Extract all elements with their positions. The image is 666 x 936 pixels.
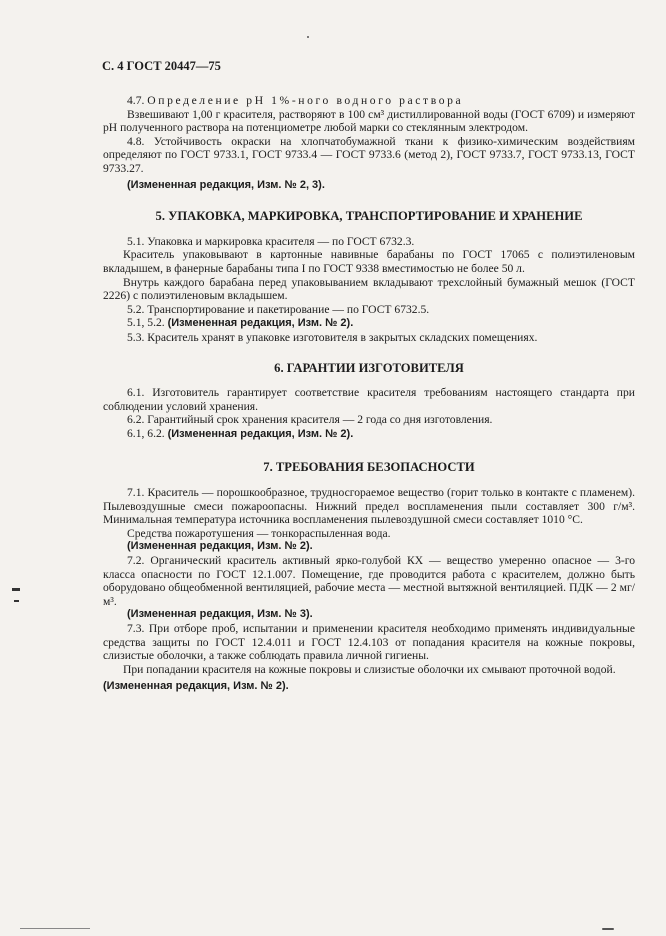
scan-speck bbox=[307, 36, 309, 38]
clause-5-1-bag: Внутрь каждого барабана перед упаковыванием вкладывают трехслойный бумажный мешок (ГОСТ 2226) с полиэтиленовым вкладышем. bbox=[103, 275, 635, 303]
amendment-note-7-2: (Измененная редакция, Изм. № 3). bbox=[127, 608, 313, 621]
clause-5-2: 5.2. Транспортирование и пакетирование — по ГОСТ 6732.5. bbox=[127, 302, 430, 316]
amendment-clauses: 5.1, 5.2. bbox=[127, 316, 165, 330]
scan-speck bbox=[602, 928, 614, 930]
amendment-note-7-1: (Измененная редакция, Изм. № 2). bbox=[127, 540, 313, 553]
amendment-text: (Измененная редакция, Изм. № 2). bbox=[167, 317, 354, 330]
section-7-title: 7. ТРЕБОВАНИЯ БЕЗОПАСНОСТИ bbox=[263, 460, 475, 475]
clause-7-1: 7.1. Краситель — порошкообразное, трудносгораемое вещество (горит только в контакте с пламенем). Пылевоздушные смеси пожароопасны. Нижний предел воспламенения пыли составляет 300 г/м³. Минимальная температура источника воспламенения пылевоздушной смеси составляет 1010 °С. bbox=[103, 486, 635, 527]
clause-title: Определение pH 1%-ного водного раствора bbox=[147, 94, 464, 107]
clause-6-2: 6.2. Гарантийный срок хранения красителя — 2 года со дня изготовления. bbox=[127, 413, 493, 427]
clause-5-1: 5.1. Упаковка и маркировка красителя — по ГОСТ 6732.3. bbox=[127, 234, 415, 248]
amendment-text: (Измененная редакция, Изм. № 2). bbox=[167, 427, 354, 440]
margin-mark bbox=[14, 600, 19, 602]
clause-4-8-text: 4.8. Устойчивость окраски на хлопчатобумажной ткани к физико-химическим воздействиям определяют по ГОСТ 9733.1, ГОСТ 9733.4 — ГОСТ 9733.6 (метод 2), ГОСТ 9733.7, ГОСТ 9733.13, ГОСТ 9733.27. bbox=[103, 134, 635, 175]
section-6-title: 6. ГАРАНТИИ ИЗГОТОВИТЕЛЯ bbox=[274, 360, 464, 375]
amendment-note-6 bbox=[103, 427, 635, 442]
section-5-title: 5. УПАКОВКА, МАРКИРОВКА, ТРАНСПОРТИРОВАНИЕ И ХРАНЕНИЕ bbox=[155, 209, 583, 224]
clause-number: 4.7. bbox=[127, 94, 145, 107]
clause-7-2: 7.2. Органический краситель активный ярко-голубой КХ — вещество умеренно опасное — 3-го класса опасности по ГОСТ 12.1.007. Помещение, где проводится работа с красителем, должно быть оборудовано общеобменной вентиляцией, рабочие места — местной вытяжной вентиляцией. ПДК — 2 мг/м³. bbox=[103, 554, 635, 608]
amendment-clauses: 6.1, 6.2. bbox=[127, 426, 165, 440]
document-body bbox=[103, 88, 635, 694]
clause-6-1: 6.1. Изготовитель гарантирует соответствие красителя требованиям настоящего стандарта при соблюдении условий хранения. bbox=[103, 386, 635, 413]
clause-4-7-heading bbox=[103, 94, 635, 108]
amendment-note-7-3: (Измененная редакция, Изм. № 2). bbox=[103, 680, 289, 693]
amendment-note: (Измененная редакция, Изм. № 2, 3). bbox=[127, 178, 325, 191]
amendment-note-5 bbox=[103, 316, 635, 331]
clause-4-7-text: Взвешивают 1,00 г красителя, растворяют в 100 см³ дистиллированной воды (ГОСТ 6709) и измеряют pH полученного раствора на потенциометре любой марки со стеклянным электродом. bbox=[103, 107, 635, 135]
clause-7-3-washing: При попадании красителя на кожные покровы и слизистые оболочки их смывают проточной водой. bbox=[123, 662, 616, 676]
clause-5-3: 5.3. Краситель хранят в упаковке изготовителя в закрытых складских помещениях. bbox=[127, 330, 538, 344]
clause-5-1-packaging: Краситель упаковывают в картонные навивные барабаны по ГОСТ 17065 с полиэтиленовым вкладышем, в фанерные барабаны типа I по ГОСТ 9338 вместимостью не более 50 л. bbox=[103, 248, 635, 275]
margin-mark bbox=[12, 588, 20, 591]
clause-7-1-extinguishing: Средства пожаротушения — тонкораспыленная вода. bbox=[127, 526, 391, 540]
clause-7-3: 7.3. При отборе проб, испытании и применении красителя необходимо применять индивидуальные средства защиты по ГОСТ 12.4.011 и ГОСТ 12.4.103 от попадания красителя на кожные покровы, слизистые оболочки, а также соблюдать правила личной гигиены. bbox=[103, 622, 635, 663]
scan-line bbox=[20, 928, 90, 929]
page-header: С. 4 ГОСТ 20447—75 bbox=[102, 59, 221, 73]
